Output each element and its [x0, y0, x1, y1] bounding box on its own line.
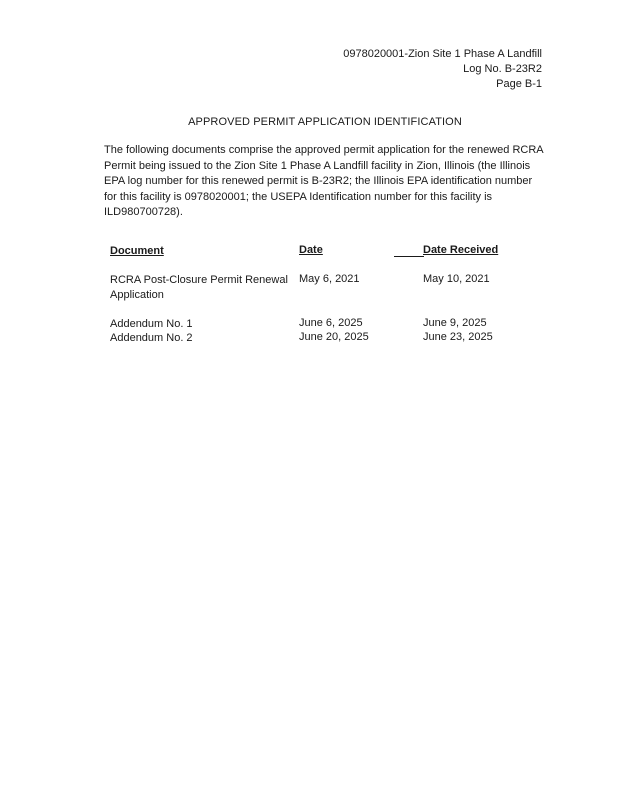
document-title: APPROVED PERMIT APPLICATION IDENTIFICATION — [188, 116, 462, 128]
row-date-received: June 9, 2025 — [423, 317, 487, 329]
row-date: May 6, 2021 — [299, 273, 360, 285]
header-document: Document — [110, 245, 164, 257]
facility-id-line: 0978020001-Zion Site 1 Phase A Landfill — [343, 48, 542, 60]
log-number-line: Log No. B-23R2 — [463, 63, 542, 75]
row-date: June 20, 2025 — [299, 331, 369, 343]
row-date-received: June 23, 2025 — [423, 331, 493, 343]
row-document: Addendum No. 1 — [110, 318, 193, 330]
page-header — [343, 47, 542, 92]
header-date-received: Date Received — [423, 244, 499, 256]
intro-paragraph: The following documents comprise the approved permit application for the renewed RCRA Permit being issued to the Zion Site 1 Phase A Landfill facility in Zion, Illinois (the Illinois EPA log number for this renewed permit is B-23R2; the Illinois EPA identification number for this facility is 0978020001; the USEPA Identification number for this facility is ILD980700728). — [104, 144, 544, 218]
header-underline-rule — [394, 256, 424, 257]
row-date: June 6, 2025 — [299, 317, 363, 329]
row-document: Addendum No. 2 — [110, 332, 193, 344]
row-document: RCRA Post-Closure Permit Renewal Application — [110, 274, 288, 301]
row-date-received: May 10, 2021 — [423, 273, 490, 285]
page-number-line: Page B-1 — [496, 78, 542, 90]
header-date: Date — [299, 244, 323, 256]
